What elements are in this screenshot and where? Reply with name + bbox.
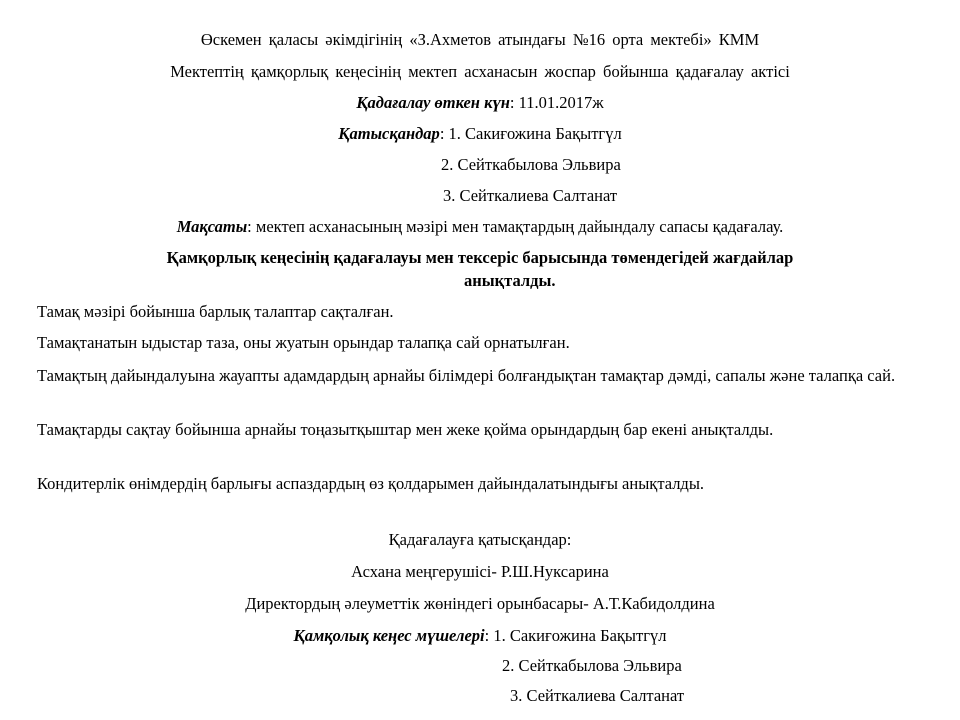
goal-line — [0, 217, 960, 237]
finding-3: Тамақтың дайындалуына жауапты адамдардың арнайы білімдері болғандықтан тамақтар дәмді, сапалы және талапқа сай. — [37, 366, 896, 385]
participants-line — [0, 124, 960, 144]
participant-3: 3. Сейткалиева Салтанат — [443, 186, 618, 205]
participant-2: 2. Сейткабылова Эльвира — [441, 155, 621, 174]
participants-label: Қатысқандар — [338, 124, 440, 143]
goal-text: : мектеп асханасының мәзірі мен тамақтардың дайындалу сапасы қадағалау. — [247, 217, 784, 236]
finding-1: Тамақ мәзірі бойынша барлық талаптар сақталған. — [37, 302, 394, 321]
act-title: Мектептің қамқорлық кеңесінің мектеп асханасын жоспар бойынша қадағалау актісі — [170, 62, 790, 81]
council-member-2: 2. Сейткабылова Эльвира — [502, 656, 682, 675]
council-line — [0, 626, 960, 646]
signatures-heading: Қадағалауға қатысқандар: — [388, 530, 572, 549]
date-label: Қадағалау өткен күн — [356, 93, 510, 112]
goal-label: Мақсаты — [176, 217, 248, 236]
date-line — [0, 93, 960, 113]
org-name: Өскемен қаласы әкімдігінің «З.Ахметов атындағы №16 орта мектебі» КММ — [200, 30, 760, 49]
council-label: Қамқолық кеңес мүшелері — [293, 626, 485, 645]
date-value: : 11.01.2017ж — [509, 93, 604, 112]
finding-5: Кондитерлік өнімдердің барлығы аспаздардың өз қолдарымен дайындалатындығы анықталды. — [37, 474, 705, 493]
participant-1: : 1. Сакиғожина Бақытгүл — [439, 124, 622, 143]
findings-intro-cont: анықталды. — [464, 271, 556, 290]
council-member-1: : 1. Сакиғожина Бақытгүл — [484, 626, 667, 645]
deputy-director: Директордың әлеуметтік жөніндегі орынбасары- А.Т.Кабидолдина — [245, 594, 715, 613]
finding-4: Тамақтарды сақтау бойынша арнайы тоңазытқыштар мен жеке қойма орындардың бар екені анықталды. — [37, 420, 774, 439]
council-member-3: 3. Сейткалиева Салтанат — [510, 686, 685, 705]
finding-2: Тамақтанатын ыдыстар таза, оны жуатын орындар талапқа сай орнатылған. — [37, 333, 570, 352]
canteen-head: Асхана меңгерушісі- Р.Ш.Нуксарина — [351, 562, 609, 581]
findings-intro: Қамқорлық кеңесінің қадағалауы мен тексеріс барысында төмендегідей жағдайлар — [166, 248, 794, 267]
